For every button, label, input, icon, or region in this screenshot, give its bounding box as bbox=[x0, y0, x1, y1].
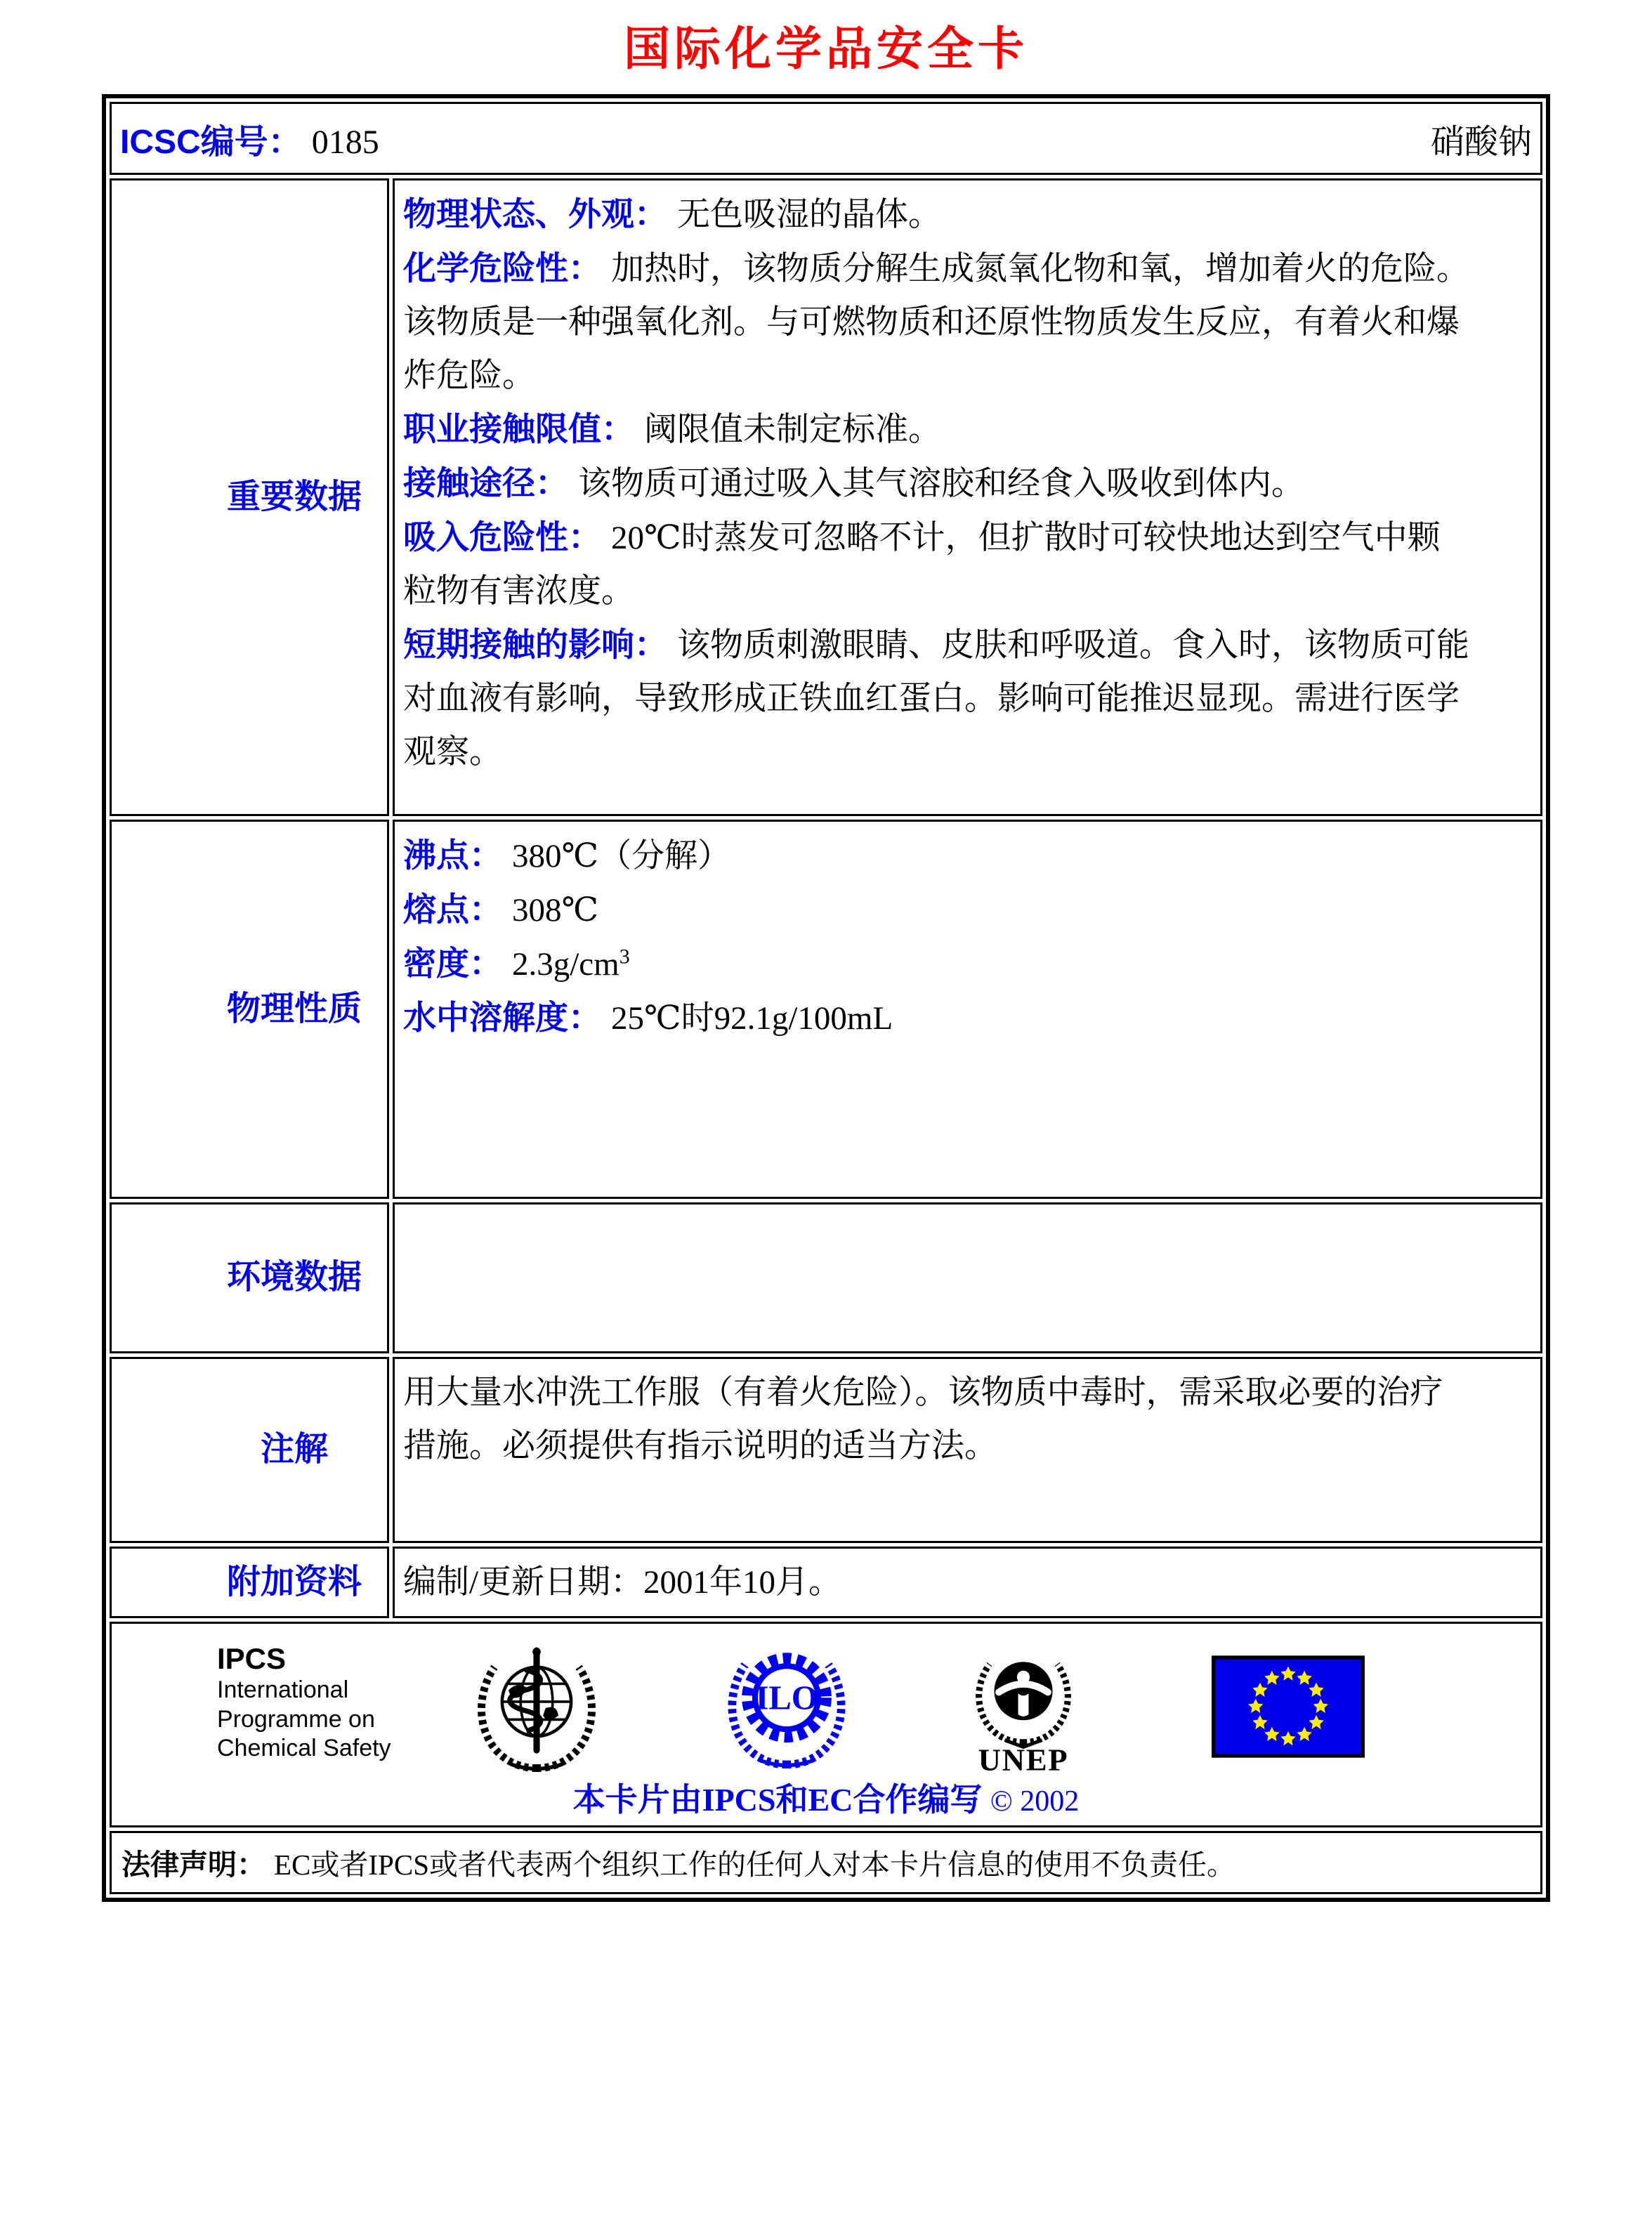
notes-text: 用大量水冲洗工作服（有着火危险）。该物质中毒时，需采取必要的治疗措施。必须提供有指示说明的适当方法。 bbox=[403, 1374, 1443, 1464]
who-logo-icon bbox=[473, 1642, 601, 1774]
physical-item-value: 2.3g/cm bbox=[512, 946, 620, 983]
eu-flag-icon bbox=[1212, 1655, 1365, 1759]
legal-row bbox=[110, 1831, 1542, 1894]
important-item-label: 接触途径： bbox=[403, 464, 568, 501]
ipcs-text-block bbox=[217, 1642, 394, 1764]
important-item-label: 吸入危险性： bbox=[403, 518, 601, 556]
section-content-physical bbox=[393, 820, 1542, 1199]
important-item bbox=[403, 242, 1470, 402]
important-item bbox=[403, 457, 1470, 511]
footer-caption bbox=[112, 1783, 1540, 1818]
chemical-name: 硝酸钠 bbox=[1430, 123, 1532, 161]
important-item bbox=[403, 511, 1470, 618]
logos-row bbox=[112, 1642, 1540, 1777]
physical-item bbox=[403, 883, 1470, 937]
section-label-notes: 注解 bbox=[110, 1357, 389, 1543]
legal-label: 法律声明： bbox=[122, 1849, 266, 1882]
important-item-label: 化学危险性： bbox=[403, 249, 601, 287]
header-row bbox=[110, 102, 1542, 175]
physical-item-value: 308℃ bbox=[512, 892, 599, 928]
footer-row bbox=[110, 1622, 1542, 1827]
physical-item bbox=[403, 991, 1470, 1045]
important-item bbox=[403, 188, 1470, 242]
icsc-card-table bbox=[102, 94, 1550, 1902]
physical-item-value: 380℃（分解） bbox=[512, 838, 731, 874]
important-item-text: 无色吸湿的晶体。 bbox=[677, 197, 941, 233]
physical-item-sup: 3 bbox=[619, 945, 630, 969]
important-item-label: 职业接触限值： bbox=[403, 410, 634, 447]
section-content-environment bbox=[393, 1202, 1542, 1353]
section-content-important bbox=[393, 178, 1542, 816]
footer-caption-copyright: © 2002 bbox=[990, 1785, 1080, 1818]
important-item-text: 该物质可通过吸入其气溶胶和经食入吸收到体内。 bbox=[578, 466, 1304, 502]
important-item-text: 阈限值未制定标准。 bbox=[644, 412, 941, 448]
important-item-text: 该物质刺激眼睛、皮肤和呼吸道。食入时，该物质可能对血液有影响，导致形成正铁血红蛋白。影响可能推迟显现。需进行医学观察。 bbox=[403, 627, 1469, 770]
physical-item-label: 熔点： bbox=[403, 891, 502, 928]
ipcs-line: Programme on bbox=[217, 1705, 375, 1733]
additional-text: 编制/更新日期：2001年10月。 bbox=[403, 1564, 842, 1601]
icsc-number-group bbox=[120, 114, 379, 163]
physical-item bbox=[403, 829, 1470, 883]
section-label-environment: 环境数据 bbox=[110, 1202, 389, 1353]
section-label-additional: 附加资料 bbox=[110, 1547, 389, 1618]
physical-item-value: 25℃时92.1g/100mL bbox=[611, 1000, 893, 1037]
ilo-logo-text: ILO bbox=[755, 1679, 818, 1717]
section-label-important: 重要数据 bbox=[110, 178, 389, 816]
important-item bbox=[403, 402, 1470, 457]
icsc-number-value: 0185 bbox=[311, 123, 379, 161]
important-item-text: 加热时，该物质分解生成氮氧化物和氧，增加着火的危险。该物质是一种强氧化剂。与可燃物质和还原性物质发生反应，有着火和爆炸危险。 bbox=[403, 251, 1469, 394]
important-item bbox=[403, 618, 1470, 779]
unep-logo-text: UNEP bbox=[978, 1742, 1069, 1773]
icsc-number-label: ICSC编号： bbox=[120, 123, 302, 161]
important-item-text: 20℃时蒸发可忽略不计，但扩散时可较快地达到空气中颗粒物有害浓度。 bbox=[403, 520, 1441, 610]
section-label-physical: 物理性质 bbox=[110, 820, 389, 1199]
important-item-label: 短期接触的影响： bbox=[403, 626, 667, 663]
section-content-notes bbox=[393, 1357, 1542, 1543]
physical-item-label: 沸点： bbox=[403, 836, 502, 874]
physical-item-label: 水中溶解度： bbox=[403, 999, 601, 1036]
physical-item-label: 密度： bbox=[403, 945, 502, 982]
footer-caption-main: 本卡片由IPCS和EC合作编写 bbox=[572, 1782, 983, 1818]
ipcs-title: IPCS bbox=[217, 1642, 287, 1675]
section-content-additional bbox=[393, 1547, 1542, 1618]
ilo-logo-icon bbox=[721, 1642, 852, 1768]
ipcs-line: International bbox=[217, 1676, 349, 1704]
physical-item bbox=[403, 937, 1470, 991]
important-item-label: 物理状态、外观： bbox=[403, 195, 667, 232]
page-title: 国际化学品安全卡 bbox=[624, 24, 1028, 75]
legal-text: EC或者IPCS或者代表两个组织工作的任何人对本卡片信息的使用不负责任。 bbox=[274, 1849, 1235, 1882]
ipcs-line: Chemical Safety bbox=[217, 1735, 391, 1762]
unep-logo-icon bbox=[963, 1642, 1084, 1773]
